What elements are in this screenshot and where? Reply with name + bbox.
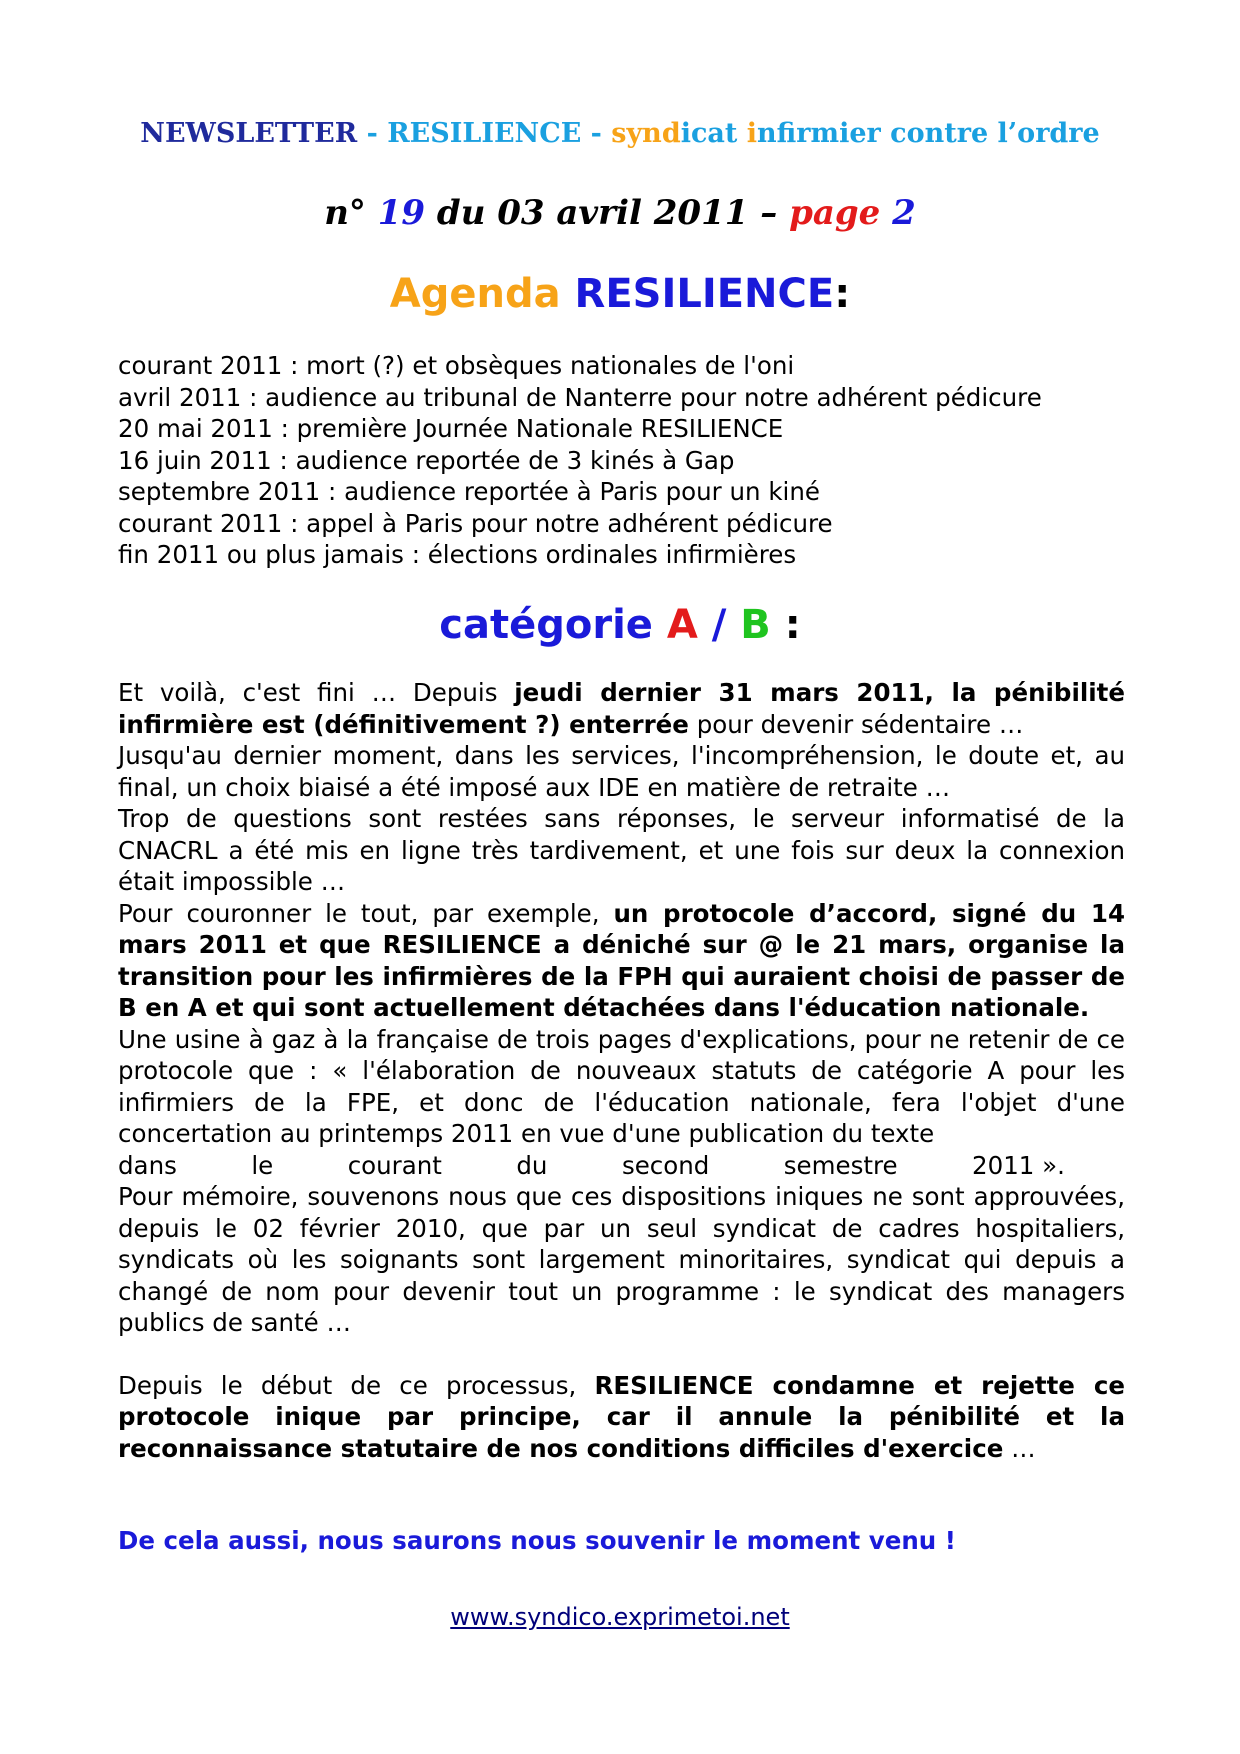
agenda-item: courant 2011 : mort (?) et obsèques nationales de l'oni — [118, 351, 795, 380]
p1-intro: Et voilà, c'est fini … Depuis — [118, 678, 515, 707]
issue-page-label: page — [789, 193, 881, 233]
agenda-item: avril 2011 : audience au tribunal de Nanterre pour notre adhérent pédicure — [118, 382, 1042, 412]
issue-prefix: n° — [324, 193, 378, 233]
agenda-list — [118, 350, 1128, 571]
header-dash: - — [357, 118, 388, 149]
agenda-title-name: RESILIENCE — [574, 271, 835, 317]
article-paragraph — [118, 898, 1125, 1024]
issue-page-number: 2 — [880, 193, 916, 233]
agenda-item: fin 2011 ou plus jamais : élections ordinales infirmières — [118, 540, 797, 569]
p5-word: second — [621, 1150, 710, 1180]
category-colon: : — [770, 602, 801, 648]
article-paragraph: Une usine à gaz à la française de trois pages d'explications, pour ne retenir de ce protocole que : « l'élaboration de nouveaux statuts de catégorie A pour les infirmiers de la FPE, et donc de l'éducation nationale, fera l'objet d'une concertation au printemps 2011 en vue d'une publication du texte — [118, 1024, 1125, 1148]
header-newsletter: NEWSLETTER — [140, 118, 358, 149]
article-paragraph: Trop de questions sont restées sans réponses, le serveur informatisé de la CNACRL a été mis en ligne très tardivement, et une fois sur deux la connexion était impossible … — [118, 804, 1125, 896]
category-title — [0, 602, 1240, 648]
p5-word: courant — [347, 1150, 442, 1180]
p5-word: semestre — [783, 1150, 898, 1180]
header-nfirmier: nfirmier — [757, 118, 891, 149]
agenda-item: septembre 2011 : audience reportée à Paris pour un kiné — [118, 477, 820, 506]
agenda-title-colon: : — [834, 271, 851, 317]
p4-bold: un protocole d’accord, signé du 14 mars 2011 et que RESILIENCE a déniché sur @ le 21 mars, organise la transition pour les infirmières de la FPH qui auraient choisi de passer de B en A et qui sont actuellement détachées dans l'éducation nationale. — [118, 898, 1125, 1022]
agenda-title — [0, 271, 1240, 317]
header-contre-ordre: contre l’ordre — [890, 118, 1100, 149]
article-paragraph — [118, 1370, 1125, 1465]
p5-word: du — [516, 1150, 548, 1180]
article-paragraph: Pour mémoire, souvenons nous que ces dispositions iniques ne sont approuvées, depuis le 02 février 2010, que par un seul syndicat de cadres hospitaliers, syndicats où les soignants sont largement minoritaires, syndicat qui depuis a changé de nom pour devenir tout un programme : le syndicat des managers publics de santé … — [118, 1182, 1125, 1337]
p7-bold: RESILIENCE condamne et rejette ce protocole inique par principe, car il annule la pénibilité et la reconnaissance statutaire de nos conditions difficiles d'exercice — [118, 1370, 1126, 1463]
article-body — [118, 677, 1125, 1464]
category-title-word: catégorie — [439, 602, 667, 648]
p5-last-line — [118, 1150, 1125, 1182]
agenda-item: 20 mai 2011 : première Journée Nationale RESILIENCE — [118, 414, 784, 443]
p1-end: pour devenir sédentaire … — [688, 709, 1024, 739]
article-paragraph — [118, 677, 1125, 740]
issue-date: du 03 avril 2011 – — [425, 193, 790, 233]
p7-end: … — [1003, 1433, 1036, 1463]
agenda-item: courant 2011 : appel à Paris pour notre adhérent pédicure — [118, 508, 833, 538]
footer — [0, 1603, 1240, 1631]
category-a: A — [666, 602, 698, 648]
category-b: B — [740, 602, 771, 648]
p5-word: le — [251, 1150, 274, 1180]
category-slash: / — [697, 602, 741, 648]
p1-bold: jeudi dernier 31 mars 2011, la pénibilité infirmière est (définitivement ?) enterrée — [118, 678, 1125, 739]
header-i: i — [746, 118, 758, 149]
header-synd: synd — [611, 118, 681, 149]
website-link[interactable]: www.syndico.exprimetoi.net — [450, 1603, 790, 1631]
p4-intro: Pour couronner le tout, par exemple, — [118, 898, 614, 928]
conclusion-line: De cela aussi, nous saurons nous souvenir le moment venu ! — [118, 1526, 956, 1555]
agenda-item: 16 juin 2011 : audience reportée de 3 kinés à Gap — [118, 445, 735, 475]
header-icat: icat — [680, 118, 747, 149]
article-paragraph: Jusqu'au dernier moment, dans les services, l'incompréhension, le doute et, au final, un choix biaisé a été imposé aux IDE en matière de retraite … — [118, 741, 1125, 802]
header-resilience: RESILIENCE — [387, 118, 582, 149]
p5-word: 2011 ». — [972, 1150, 1065, 1180]
agenda-title-word: Agenda — [389, 271, 575, 317]
newsletter-header — [0, 118, 1240, 149]
p5-word: dans — [118, 1150, 177, 1180]
p7-intro: Depuis le début de ce processus, — [118, 1370, 595, 1400]
header-dash: - — [581, 118, 612, 149]
issue-line — [0, 193, 1240, 233]
issue-number: 19 — [377, 193, 426, 233]
